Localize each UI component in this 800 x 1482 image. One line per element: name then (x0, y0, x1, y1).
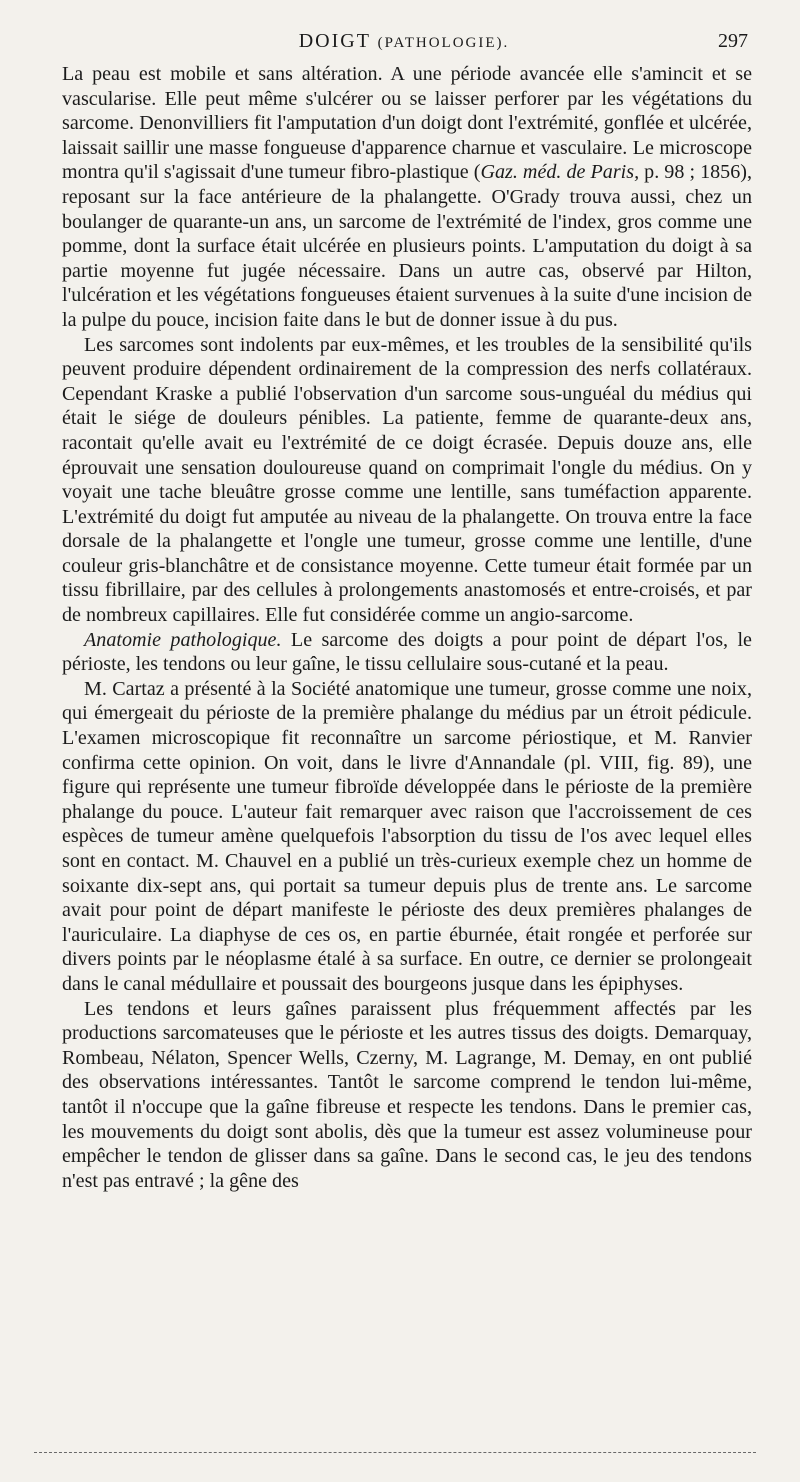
paragraph (62, 677, 752, 997)
running-header (60, 30, 748, 56)
running-title (60, 30, 748, 53)
text-run: Le sarcome des doigts a pour point de départ l'os, le périoste, les tendons ou leur gaîne, le tissu cellulaire sous-cutané et la peau. (62, 628, 752, 676)
text-run: M. Cartaz a présenté à la Société anatomique une tumeur, grosse comme une noix, qui émergeait du périoste de la première phalange du médius par un étroit pédicule. L'examen microscopique fit reconnaître un sarcome périostique, et M. Ranvier confirma cette opinion. On voit, dans le livre d'Annandale (pl. VIII, fig. 89), une figure qui représente une tumeur fibroïde développée dans le périoste de la première phalange du pouce. L'auteur fait remarquer avec raison que l'accroissement de ces espèces de tumeur amène quelquefois l'absorption du tissu de l'os avec lequel elles sont en contact. M. Chauvel en a publié un très-curieux exemple chez un homme de soixante dix-sept ans, qui portait sa tumeur depuis plus de trente ans. Le sarcome avait pour point de départ manifeste le périoste des deux premières phalanges de l'auriculaire. La diaphyse de ces os, en partie éburnée, était rongée et perforée sur divers points par le néoplasme étalé à sa surface. En outre, ce dernier se prolongeait dans le canal médullaire et poussait des bourgeons jusque dans les épiphyses. (62, 677, 752, 995)
running-title-sub: (PATHOLOGIE). (377, 35, 510, 51)
page-number: 297 (718, 30, 748, 52)
paragraph (62, 997, 752, 1194)
paragraph (62, 62, 752, 333)
paragraph (62, 333, 752, 628)
citation-italic: Gaz. méd. de Paris, (480, 161, 640, 184)
footer-rule (34, 1452, 756, 1453)
body-text (62, 62, 752, 1193)
paragraph (62, 628, 752, 677)
text-run: La peau est mobile et sans altération. A une période avancée elle s'amincit et se vascularise. Elle peut même s'ulcérer ou se laisser perforer par les végétations du sarcome. Denonvilliers fit l'amputation d'un doigt dont l'extrémité, gonflée et ulcérée, laissait saillir une masse fongueuse d'apparence charnue et vasculaire. Le microscope montra qu'il s'agissait d'une tumeur fibro-plastique ( (62, 63, 752, 184)
text-run: Les sarcomes sont indolents par eux-mêmes, et les troubles de la sensibilité qu'ils peuvent produire dépendent ordinairement de la compression des nerfs collatéraux. Cependant Kraske a publié l'observation d'un sarcome sous-unguéal du médius qui était le siége de douleurs pénibles. La patiente, femme de quarante-deux ans, racontait qu'elle avait eu l'extrémité de ce doigt écrasée. Depuis douze ans, elle éprouvait une sensation douloureuse quand on comprimait l'ongle du médius. On y voyait une tache bleuâtre grosse comme une lentille, sans tuméfaction apparente. L'extrémité du doigt fut amputée au niveau de la phalangette. On trouva entre la face dorsale de la phalangette et l'ongle une tumeur, grosse comme une lentille, d'une couleur gris-blanchâtre et de consistance moyenne. Cette tumeur était formée par un tissu fibrillaire, par des cellules à prolongements anastomosés et entre-croisés, et par de nombreux capillaires. Elle fut considérée comme un angio-sarcome. (62, 333, 752, 627)
text-run: Les tendons et leurs gaînes paraissent plus fréquemment affectés par les productions sarcomateuses que le périoste et les autres tissus des doigts. Demarquay, Rombeau, Nélaton, Spencer Wells, Czerny, M. Lagrange, M. Demay, en ont publié des observations intéressantes. Tantôt le sarcome comprend le tendon lui-même, tantôt il n'occupe que la gaîne fibreuse et respecte les tendons. Dans le premier cas, les mouvements du doigt sont abolis, dès que la tumeur est assez volumineuse pour empêcher le tendon de glisser dans sa gaîne. Dans le second cas, le jeu des tendons n'est pas entravé ; la gêne des (62, 997, 752, 1192)
running-title-main: DOIGT (298, 30, 371, 52)
section-heading-italic: Anatomie pathologique. (84, 628, 282, 651)
text-run: p. 98 ; 1856), reposant sur la face antérieure de la phalangette. O'Grady trouva aussi, chez un boulanger de quarante-un ans, un sarcome de l'extrémité de l'index, gros comme une pomme, dont la surface était ulcérée en plusieurs points. L'amputation du doigt à sa partie moyenne fut jugée nécessaire. Dans un autre cas, observé par Hilton, l'ulcération et les végétations fongueuses étaient survenues à la suite d'une incision de la pulpe du pouce, incision faite dans le but de donner issue à du pus. (62, 161, 752, 331)
